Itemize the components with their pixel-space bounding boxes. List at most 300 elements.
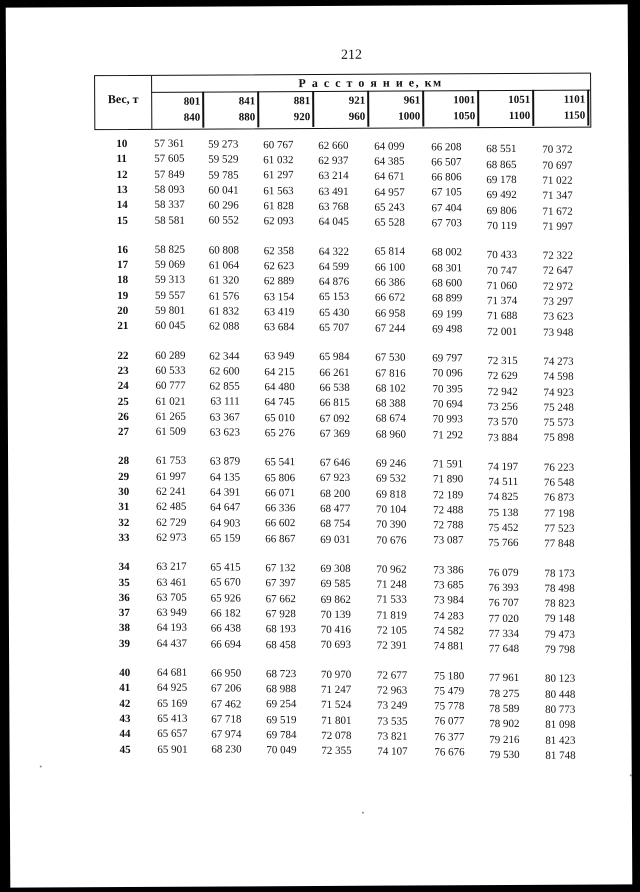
tariff-cell: 77 848 xyxy=(544,537,575,551)
tariff-cell: 67 646 xyxy=(319,456,351,470)
weight-value: 13 xyxy=(116,183,128,196)
range-to: 880 xyxy=(238,111,256,124)
tariff-cell: 63 367 xyxy=(209,411,240,424)
weight-value: 17 xyxy=(117,259,129,272)
tariff-cell: 70 139 xyxy=(320,608,351,621)
tariff-cell: 76 223 xyxy=(543,461,575,474)
tariff-cell: 71 801 xyxy=(321,714,352,727)
tariff-cell: 72 488 xyxy=(433,504,464,517)
tariff-cell: 59 557 xyxy=(154,289,186,302)
tariff-cell: 72 078 xyxy=(321,729,352,742)
tariff-cell: 61 032 xyxy=(263,154,294,167)
tariff-cell: 67 369 xyxy=(319,427,350,440)
tariff-cell: 74 107 xyxy=(377,745,408,758)
tariff-cell: 64 099 xyxy=(374,140,405,153)
tariff-cell: 65 926 xyxy=(210,592,241,605)
tariff-cell: 62 600 xyxy=(209,365,240,378)
distance-header: Р а с с т о я н и е, км xyxy=(298,75,443,91)
tariff-cell: 66 806 xyxy=(431,171,462,184)
distance-range-header xyxy=(206,91,259,127)
tariff-cell: 71 533 xyxy=(376,593,407,607)
tariff-cell: 66 958 xyxy=(375,307,406,320)
tariff-cell: 61 563 xyxy=(263,184,294,197)
tariff-cell: 79 216 xyxy=(489,733,520,746)
tariff-cell: 64 385 xyxy=(374,155,405,168)
tariff-cell: 62 358 xyxy=(263,244,295,257)
tariff-cell: 62 889 xyxy=(263,275,295,288)
tariff-cell: 71 022 xyxy=(542,174,573,187)
tariff-cell: 67 462 xyxy=(211,697,242,711)
scanned-page xyxy=(6,4,633,887)
tariff-cell: 59 069 xyxy=(154,258,186,271)
tariff-cell: 67 092 xyxy=(319,412,350,425)
tariff-cell: 59 273 xyxy=(208,138,239,151)
tariff-cell: 67 530 xyxy=(375,351,406,364)
range-from: 1051 xyxy=(508,93,531,107)
tariff-cell: 79 798 xyxy=(544,643,576,656)
tariff-cell: 71 688 xyxy=(487,310,518,323)
tariff-cell: 63 214 xyxy=(318,170,349,183)
tariff-cell: 60 296 xyxy=(208,199,239,212)
tariff-cell: 67 703 xyxy=(431,217,462,230)
tariff-cell: 76 676 xyxy=(434,746,465,759)
tariff-cell: 64 135 xyxy=(209,471,241,484)
tariff-cell: 71 890 xyxy=(432,473,464,486)
tariff-cell: 64 647 xyxy=(210,501,241,514)
scan-speck xyxy=(40,765,42,767)
tariff-cell: 70 693 xyxy=(320,639,352,652)
tariff-cell: 66 438 xyxy=(210,622,241,635)
tariff-cell: 67 718 xyxy=(211,713,242,726)
tariff-cell: 58 337 xyxy=(154,198,185,212)
tariff-cell: 76 873 xyxy=(543,491,575,505)
weight-value: 35 xyxy=(118,576,130,589)
tariff-cell: 72 788 xyxy=(433,519,464,532)
range-to: 960 xyxy=(348,110,366,123)
tariff-cell: 64 745 xyxy=(264,396,295,409)
tariff-cell: 66 182 xyxy=(210,607,241,620)
tariff-cell: 63 768 xyxy=(318,200,349,213)
tariff-cell: 74 582 xyxy=(433,625,465,638)
range-from: 881 xyxy=(293,95,311,108)
tariff-cell: 64 681 xyxy=(156,666,188,679)
tariff-cell: 62 729 xyxy=(156,516,187,529)
tariff-cell: 65 541 xyxy=(264,456,296,469)
tariff-cell: 60 808 xyxy=(208,244,240,257)
distance-range-header xyxy=(481,90,534,126)
weight-value: 44 xyxy=(119,728,131,741)
tariff-cell: 67 244 xyxy=(375,322,406,335)
tariff-cell: 70 416 xyxy=(320,623,351,637)
tariff-cell: 73 685 xyxy=(433,579,464,592)
tariff-cell: 63 111 xyxy=(210,395,240,408)
tariff-cell: 80 448 xyxy=(545,688,576,701)
range-from: 1001 xyxy=(453,94,476,107)
tariff-cell: 65 169 xyxy=(157,697,188,710)
tariff-cell: 67 816 xyxy=(375,367,406,380)
weight-value: 21 xyxy=(117,320,129,333)
table-header xyxy=(94,73,591,131)
tariff-cell: 70 962 xyxy=(376,563,407,576)
tariff-cell: 59 313 xyxy=(154,274,186,287)
tariff-cell: 72 942 xyxy=(487,385,518,398)
tariff-cell: 75 180 xyxy=(433,669,465,682)
tariff-cell: 76 548 xyxy=(543,476,575,489)
tariff-cell: 65 901 xyxy=(157,743,188,756)
weight-value: 39 xyxy=(119,637,131,650)
weight-value: 22 xyxy=(117,349,129,362)
tariff-cell: 71 060 xyxy=(486,279,518,292)
tariff-cell: 68 102 xyxy=(375,382,406,395)
tariff-cell: 76 377 xyxy=(434,730,465,744)
tariff-cell: 62 623 xyxy=(263,260,295,273)
distance-range-header xyxy=(426,90,479,126)
range-from: 841 xyxy=(238,95,256,108)
tariff-cell: 69 532 xyxy=(375,472,407,485)
tariff-cell: 71 247 xyxy=(320,683,352,696)
weight-value: 20 xyxy=(117,304,129,318)
tariff-cell: 78 173 xyxy=(544,567,575,580)
weight-value: 18 xyxy=(117,274,129,287)
tariff-cell: 63 491 xyxy=(318,185,349,198)
tariff-cell: 70 390 xyxy=(376,518,407,531)
tariff-cell: 78 823 xyxy=(544,597,575,610)
distance-range-header xyxy=(316,91,369,127)
tariff-cell: 68 723 xyxy=(265,667,297,681)
tariff-cell: 68 230 xyxy=(211,743,242,756)
tariff-cell: 61 320 xyxy=(208,274,240,287)
tariff-cell: 75 138 xyxy=(488,506,519,519)
tariff-cell: 76 393 xyxy=(488,581,519,595)
range-to: 1000 xyxy=(398,110,421,123)
tariff-cell: 69 519 xyxy=(266,713,297,726)
tariff-cell: 62 937 xyxy=(318,154,349,167)
page-number: 212 xyxy=(340,47,362,63)
tariff-cell: 76 077 xyxy=(434,715,465,728)
tariff-cell: 72 355 xyxy=(321,745,352,758)
weight-value: 29 xyxy=(118,470,130,483)
tariff-cell: 65 276 xyxy=(264,427,295,440)
tariff-cell: 69 784 xyxy=(266,729,297,742)
tariff-cell: 72 629 xyxy=(487,370,518,383)
tariff-cell: 74 598 xyxy=(543,370,574,384)
tariff-cell: 69 246 xyxy=(375,457,407,470)
weight-value: 40 xyxy=(119,666,131,680)
range-to: 1050 xyxy=(453,110,476,123)
tariff-cell: 63 419 xyxy=(264,305,295,319)
tariff-cell: 66 507 xyxy=(431,156,462,169)
weight-value: 16 xyxy=(116,243,129,256)
tariff-cell: 72 105 xyxy=(376,624,407,637)
tariff-cell: 64 957 xyxy=(374,186,405,199)
tariff-cell: 70 395 xyxy=(432,382,463,396)
tariff-cell: 75 479 xyxy=(434,685,465,698)
tariff-cell: 64 193 xyxy=(156,622,187,635)
weight-value: 10 xyxy=(116,137,128,151)
tariff-cell: 73 249 xyxy=(377,699,408,712)
tariff-cell: 63 705 xyxy=(156,591,187,604)
tariff-cell: 64 045 xyxy=(318,216,349,229)
tariff-cell: 74 881 xyxy=(433,640,465,653)
weight-value: 36 xyxy=(118,591,130,604)
tariff-cell: 62 973 xyxy=(156,531,187,544)
tariff-cell: 60 533 xyxy=(155,364,186,377)
tariff-cell: 76 079 xyxy=(488,566,519,579)
tariff-cell: 70 694 xyxy=(432,398,463,411)
tariff-cell: 69 806 xyxy=(486,204,517,217)
tariff-cell: 77 020 xyxy=(488,612,519,625)
tariff-cell: 68 477 xyxy=(320,502,351,515)
tariff-cell: 65 243 xyxy=(374,201,405,214)
weight-value: 12 xyxy=(116,168,128,181)
weight-value: 37 xyxy=(118,607,130,620)
tariff-cell: 67 928 xyxy=(265,608,296,621)
tariff-cell: 67 974 xyxy=(211,728,242,741)
tariff-cell: 65 430 xyxy=(319,306,350,319)
tariff-cell: 64 391 xyxy=(209,486,241,499)
tariff-cell: 63 154 xyxy=(263,290,295,303)
weight-value: 31 xyxy=(118,501,130,514)
tariff-cell: 70 096 xyxy=(432,367,463,380)
tariff-cell: 77 334 xyxy=(488,627,520,640)
tariff-cell: 65 657 xyxy=(157,727,188,741)
tariff-cell: 61 997 xyxy=(155,470,187,483)
tariff-cell: 70 104 xyxy=(376,503,407,516)
tariff-cell: 81 098 xyxy=(545,718,576,732)
tariff-cell: 73 570 xyxy=(487,416,518,429)
tariff-cell: 79 530 xyxy=(489,748,520,762)
weight-value: 14 xyxy=(116,199,128,212)
tariff-cell: 81 423 xyxy=(545,734,576,747)
tariff-cell: 69 178 xyxy=(486,173,517,187)
tariff-cell: 69 818 xyxy=(375,488,407,501)
weight-value: 26 xyxy=(117,410,129,423)
tariff-cell: 75 898 xyxy=(543,432,574,445)
tariff-cell: 75 778 xyxy=(434,700,465,713)
tariff-cell: 68 865 xyxy=(486,158,517,171)
tariff-cell: 71 374 xyxy=(486,295,518,308)
tariff-cell: 66 386 xyxy=(374,276,406,289)
weight-value: 28 xyxy=(118,455,130,468)
tariff-cell: 80 773 xyxy=(545,703,576,716)
tariff-cell: 77 523 xyxy=(544,522,575,535)
tariff-cell: 68 458 xyxy=(265,638,297,651)
tariff-cell: 58 825 xyxy=(154,243,186,256)
tariff-cell: 64 925 xyxy=(156,681,188,695)
tariff-cell: 78 902 xyxy=(489,718,520,731)
tariff-cell: 68 193 xyxy=(265,623,296,636)
range-from: 801 xyxy=(183,95,201,108)
tariff-cell: 65 984 xyxy=(319,351,350,364)
weight-value: 45 xyxy=(119,743,131,756)
tariff-cell: 71 997 xyxy=(542,220,573,233)
tariff-cell: 77 198 xyxy=(544,507,575,520)
tariff-cell: 65 153 xyxy=(318,291,350,304)
tariff-cell: 66 815 xyxy=(319,397,350,410)
tariff-cell: 72 322 xyxy=(542,249,574,262)
tariff-cell: 61 828 xyxy=(263,200,294,213)
weight-value: 24 xyxy=(117,380,129,393)
tariff-cell: 61 021 xyxy=(155,395,186,408)
tariff-cell: 69 797 xyxy=(432,352,463,365)
range-to: 920 xyxy=(293,111,311,124)
tariff-cell: 71 292 xyxy=(432,428,463,441)
range-to: 1100 xyxy=(508,109,531,123)
tariff-cell: 62 660 xyxy=(318,139,349,152)
tariff-cell: 66 261 xyxy=(319,366,350,379)
tariff-cell: 64 480 xyxy=(264,381,295,394)
tariff-cell: 73 623 xyxy=(543,310,574,324)
tariff-cell: 74 923 xyxy=(543,386,574,399)
tariff-cell: 62 344 xyxy=(209,349,240,363)
tariff-cell: 57 361 xyxy=(154,137,185,150)
tariff-cell: 66 694 xyxy=(210,638,242,651)
tariff-cell: 72 189 xyxy=(432,488,464,501)
scan-speck xyxy=(630,774,632,776)
tariff-cell: 72 647 xyxy=(542,265,574,278)
tariff-cell: 63 879 xyxy=(209,455,241,468)
tariff-cell: 73 984 xyxy=(433,594,464,607)
tariff-cell: 58 093 xyxy=(154,183,185,196)
tariff-cell: 63 949 xyxy=(264,350,295,363)
tariff-cell: 67 662 xyxy=(265,592,296,605)
tariff-cell: 65 159 xyxy=(210,532,241,545)
tariff-cell: 70 372 xyxy=(542,143,573,157)
range-to: 840 xyxy=(183,111,201,124)
weight-value: 30 xyxy=(118,485,130,499)
tariff-cell: 60 289 xyxy=(155,349,186,362)
tariff-cell: 64 599 xyxy=(318,260,350,273)
tariff-cell: 63 623 xyxy=(209,426,240,439)
tariff-cell: 79 473 xyxy=(544,628,576,641)
weight-value: 38 xyxy=(118,622,130,635)
range-to: 1150 xyxy=(563,109,586,122)
tariff-cell: 77 648 xyxy=(488,643,520,656)
tariff-cell: 66 336 xyxy=(265,502,296,515)
tariff-cell: 69 254 xyxy=(266,698,297,711)
tariff-cell: 63 461 xyxy=(156,576,187,589)
tariff-cell: 64 671 xyxy=(374,170,405,183)
scan-speck xyxy=(362,812,364,814)
tariff-cell: 62 241 xyxy=(155,485,187,498)
tariff-cell: 75 766 xyxy=(488,537,519,550)
tariff-cell: 69 498 xyxy=(432,323,463,336)
tariff-cell: 73 884 xyxy=(487,431,518,444)
tariff-cell: 63 684 xyxy=(264,321,295,334)
tariff-cell: 61 297 xyxy=(263,169,294,182)
tariff-cell: 72 677 xyxy=(376,669,408,682)
tariff-cell: 73 821 xyxy=(377,730,408,743)
tariff-cell: 77 961 xyxy=(488,672,520,685)
tariff-cell: 67 206 xyxy=(210,682,242,695)
tariff-cell: 64 903 xyxy=(210,516,241,530)
tariff-cell: 70 697 xyxy=(542,159,573,172)
distance-range-header xyxy=(536,90,589,126)
tariff-cell: 60 777 xyxy=(155,379,186,393)
tariff-cell: 57 605 xyxy=(154,152,185,166)
tariff-cell: 62 855 xyxy=(209,380,240,393)
tariff-cell: 62 088 xyxy=(209,320,240,333)
tariff-cell: 73 087 xyxy=(433,534,464,547)
tariff-cell: 78 498 xyxy=(544,582,575,595)
weight-value: 15 xyxy=(116,214,128,227)
tariff-cell: 65 670 xyxy=(210,576,241,589)
tariff-cell: 65 415 xyxy=(210,561,241,574)
tariff-cell: 79 148 xyxy=(544,613,575,626)
tariff-cell: 70 993 xyxy=(432,413,463,426)
tariff-cell: 70 433 xyxy=(486,249,518,262)
weight-value: 25 xyxy=(117,395,129,408)
tariff-cell: 60 045 xyxy=(155,319,186,333)
tariff-cell: 72 391 xyxy=(376,639,408,652)
tariff-cell: 81 748 xyxy=(545,749,576,762)
weight-column-header: Вес, т xyxy=(107,91,139,107)
distance-range-header xyxy=(371,90,424,126)
tariff-cell: 62 093 xyxy=(263,215,294,228)
weight-value: 32 xyxy=(118,516,130,529)
tariff-cell: 66 100 xyxy=(374,261,406,274)
weight-value: 41 xyxy=(119,682,131,695)
tariff-cell: 66 867 xyxy=(265,532,296,545)
weight-value: 43 xyxy=(119,712,131,725)
tariff-cell: 69 308 xyxy=(320,562,351,575)
tariff-cell: 68 674 xyxy=(375,412,406,426)
tariff-cell: 66 602 xyxy=(265,517,296,530)
tariff-cell: 68 388 xyxy=(375,397,406,410)
tariff-cell: 61 509 xyxy=(155,425,186,438)
tariff-cell: 65 707 xyxy=(319,321,350,334)
tariff-cell: 74 511 xyxy=(488,476,519,489)
tariff-cell: 62 485 xyxy=(156,500,187,514)
tariff-cell: 67 105 xyxy=(431,186,462,199)
range-from: 1101 xyxy=(563,93,586,106)
weight-value: 27 xyxy=(117,426,129,439)
tariff-cell: 61 265 xyxy=(155,410,186,423)
tariff-cell: 73 256 xyxy=(487,400,518,414)
tariff-cell: 68 200 xyxy=(319,487,351,500)
tariff-cell: 68 301 xyxy=(431,261,463,275)
tariff-cell: 70 676 xyxy=(376,534,407,547)
tariff-cell: 72 315 xyxy=(487,354,518,368)
tariff-cell: 73 948 xyxy=(543,326,574,339)
tariff-cell: 64 876 xyxy=(318,275,350,289)
tariff-cell: 59 801 xyxy=(155,304,186,317)
tariff-cell: 80 123 xyxy=(544,672,576,686)
tariff-cell: 65 528 xyxy=(374,216,405,229)
tariff-cell: 74 825 xyxy=(487,491,519,504)
tariff-cell: 64 437 xyxy=(156,637,188,650)
tariff-cell: 61 753 xyxy=(155,455,187,468)
tariff-cell: 60 041 xyxy=(208,184,239,197)
tariff-cell: 73 297 xyxy=(542,295,574,308)
tariff-cell: 66 672 xyxy=(374,291,406,305)
tariff-cell: 71 819 xyxy=(376,609,407,622)
tariff-cell: 59 785 xyxy=(208,168,239,182)
tariff-cell: 67 404 xyxy=(431,201,462,215)
tariff-cell: 60 552 xyxy=(208,214,239,227)
tariff-cell: 72 963 xyxy=(377,684,408,697)
tariff-cell: 60 767 xyxy=(263,138,294,152)
tariff-cell: 73 535 xyxy=(377,715,408,728)
tariff-cell: 67 923 xyxy=(319,472,351,485)
tariff-cell: 78 275 xyxy=(489,687,520,700)
tariff-cell: 72 001 xyxy=(487,325,518,338)
tariff-cell: 71 524 xyxy=(321,699,352,712)
tariff-cell: 63 949 xyxy=(156,606,187,619)
tariff-cell: 71 672 xyxy=(542,205,573,218)
tariff-cell: 65 806 xyxy=(264,471,296,484)
tariff-cell: 61 576 xyxy=(208,290,240,303)
